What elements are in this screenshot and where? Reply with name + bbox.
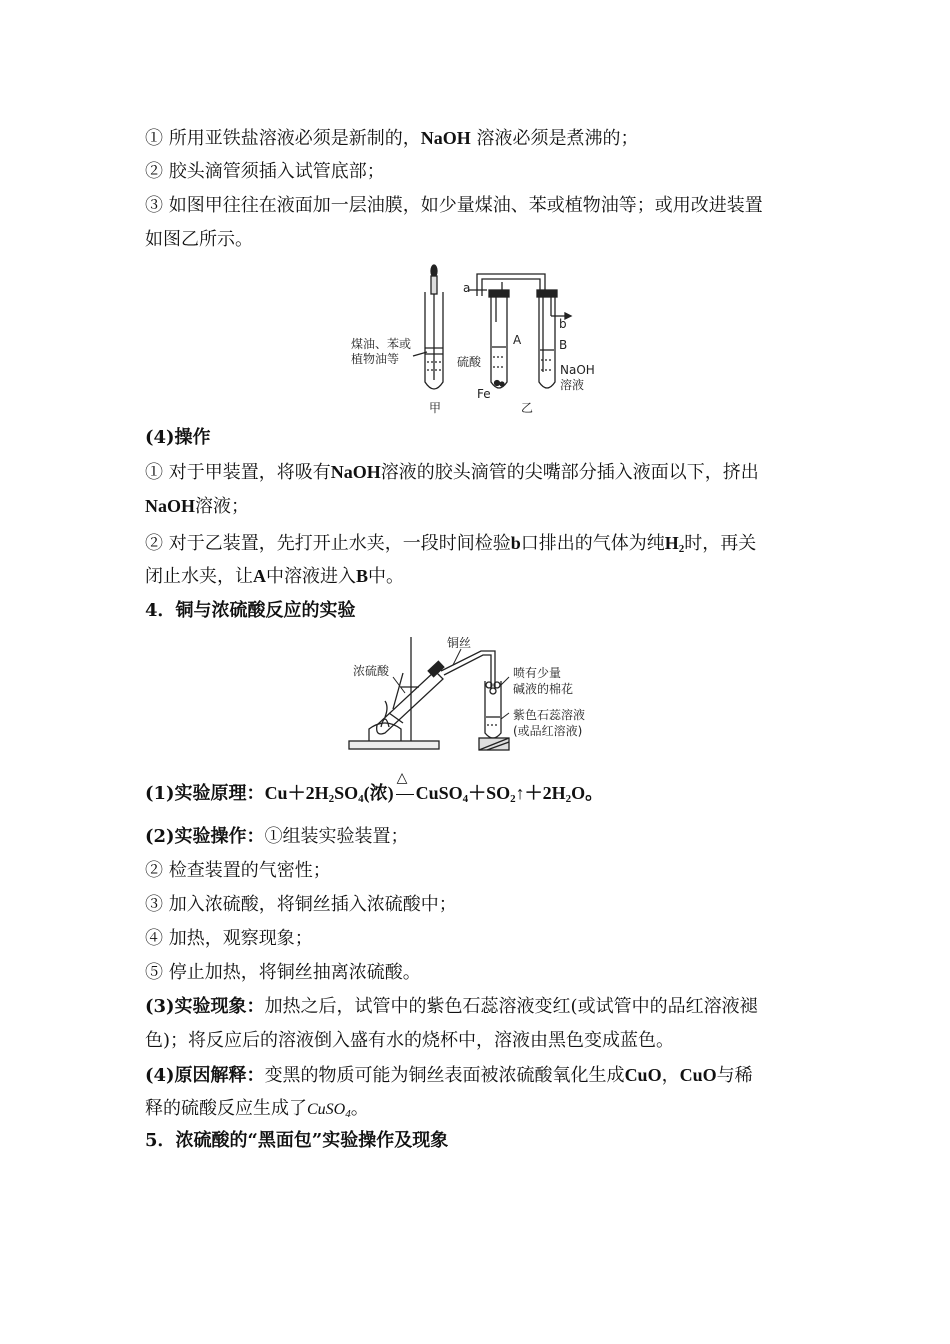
label-cotton: 喷有少量 <box>513 666 562 680</box>
figure-copper-acid-apparatus <box>345 633 615 758</box>
label-naoh-2: 溶液 <box>560 378 585 392</box>
label-fe: Fe <box>477 387 491 401</box>
text: 对于乙装置，先打开止水夹，一段时间检验 <box>168 533 511 554</box>
explanation-line-1: (4)原因解释：变黑的物质可能为铜丝表面被浓硫酸氧化生成CuO，CuO与稀 <box>145 1065 753 1086</box>
ops-line-5: ⑤ 停止加热，将铜丝抽离浓硫酸。 <box>145 962 421 983</box>
heat-symbol: △ <box>394 780 416 806</box>
ops-line-4: ④ 加热，观察现象； <box>145 928 313 949</box>
formula-naoh: NaOH <box>330 462 381 482</box>
phenomenon-line-1: (3)实验现象：加热之后，试管中的紫色石蕊溶液变红(或试管中的品红溶液褪 <box>145 996 758 1017</box>
label-yi: 乙 <box>521 401 534 415</box>
ops-line-1: (2)实验操作：①组装实验装置； <box>145 826 409 847</box>
text: 如图甲往往在液面加一层油膜，如少量煤油、苯或植物油等；或用改进装置 <box>168 195 763 216</box>
letter-b: b <box>510 533 521 553</box>
label-naoh: NaOH <box>560 363 595 377</box>
text: 溶液； <box>195 496 250 517</box>
label-litmus: 紫色石蕊溶液 <box>513 708 586 722</box>
circled-number: ① <box>145 128 163 149</box>
section-heading-copper: 4．铜与浓硫酸反应的实验 <box>145 600 356 621</box>
label-oil: 煤油、苯或 <box>351 337 412 351</box>
op-line-1 <box>145 459 810 486</box>
figure-fe-oh2-apparatus <box>345 262 615 417</box>
note-line-1 <box>145 125 810 152</box>
text: 中。 <box>368 566 405 587</box>
circled-number: ② <box>145 161 163 182</box>
text: 口排出的气体为纯 <box>520 533 665 554</box>
formula-naoh: NaOH <box>420 128 471 148</box>
formula-cuso4: CuSO$_4$ <box>307 1101 351 1120</box>
circled-number: ② <box>145 533 163 554</box>
note-line-3 <box>145 193 810 219</box>
label-tube-b: B <box>559 338 568 352</box>
label-litmus-2: (或品红溶液) <box>513 724 583 738</box>
section-heading-black-bread: 5．浓硫酸的“黑面包”实验操作及现象 <box>145 1130 449 1151</box>
receiver-tube <box>479 681 509 750</box>
label-cotton-2: 碱液的棉花 <box>513 682 574 696</box>
label-b: b <box>559 317 567 331</box>
text: 中溶液进入 <box>266 566 356 587</box>
apparatus-diagram-1 <box>345 262 615 417</box>
ops-line-2: ② 检查装置的气密性； <box>145 860 331 881</box>
principle-equation: (1)实验原理：$Cu+2H_2SO_4$(浓) △ $CuSO_4+SO_2↑+2H_2O$。 <box>145 771 604 805</box>
note-line-4 <box>145 227 810 253</box>
text: 所用亚铁盐溶液必须是新制的， <box>168 128 421 149</box>
label-oil-2: 植物油等 <box>351 352 400 366</box>
explanation-line-2: 释的硫酸反应生成了CuSO$_4$。 <box>145 1098 369 1120</box>
letter-b: B <box>356 566 369 586</box>
text: 如图乙所示。 <box>145 229 253 250</box>
stand-and-burner <box>349 637 439 749</box>
ops-line-3: ③ 加入浓硫酸，将铜丝插入浓硫酸中； <box>145 894 457 915</box>
tube-a <box>469 274 545 388</box>
label-a: a <box>463 281 471 295</box>
text: 闭止水夹，让 <box>145 566 253 587</box>
label-tube-a: A <box>513 333 522 347</box>
section-heading-operation: (4)操作 <box>145 427 211 448</box>
apparatus-diagram-2 <box>345 633 615 758</box>
letter-a: A <box>253 566 266 586</box>
label-copper-wire: 铜丝 <box>447 636 472 650</box>
tube-jia <box>413 265 443 389</box>
op-line-4 <box>145 563 810 590</box>
text: 溶液必须是煮沸的； <box>476 128 639 149</box>
reaction-tube <box>377 651 495 734</box>
text: 胶头滴管须插入试管底部； <box>168 161 385 182</box>
text: 时，再关 <box>684 533 757 554</box>
text: 对于甲装置，将吸有 <box>168 462 331 483</box>
label-acid: 硫酸 <box>457 355 482 369</box>
phenomenon-line-2: 色)；将反应后的溶液倒入盛有水的烧杯中，溶液由黑色变成蓝色。 <box>145 1030 675 1051</box>
circled-number: ③ <box>145 195 163 216</box>
formula-naoh: NaOH <box>145 496 196 516</box>
op-line-3 <box>145 530 810 557</box>
circled-number: ① <box>145 462 163 483</box>
label-jia: 甲 <box>429 401 442 415</box>
note-line-2 <box>145 159 810 185</box>
op-line-2 <box>145 493 810 520</box>
label-conc-acid: 浓硫酸 <box>353 664 390 678</box>
text: 溶液的胶头滴管的尖嘴部分插入液面以下，挤出 <box>380 462 759 483</box>
formula-h2: $H_2$ <box>664 533 685 555</box>
